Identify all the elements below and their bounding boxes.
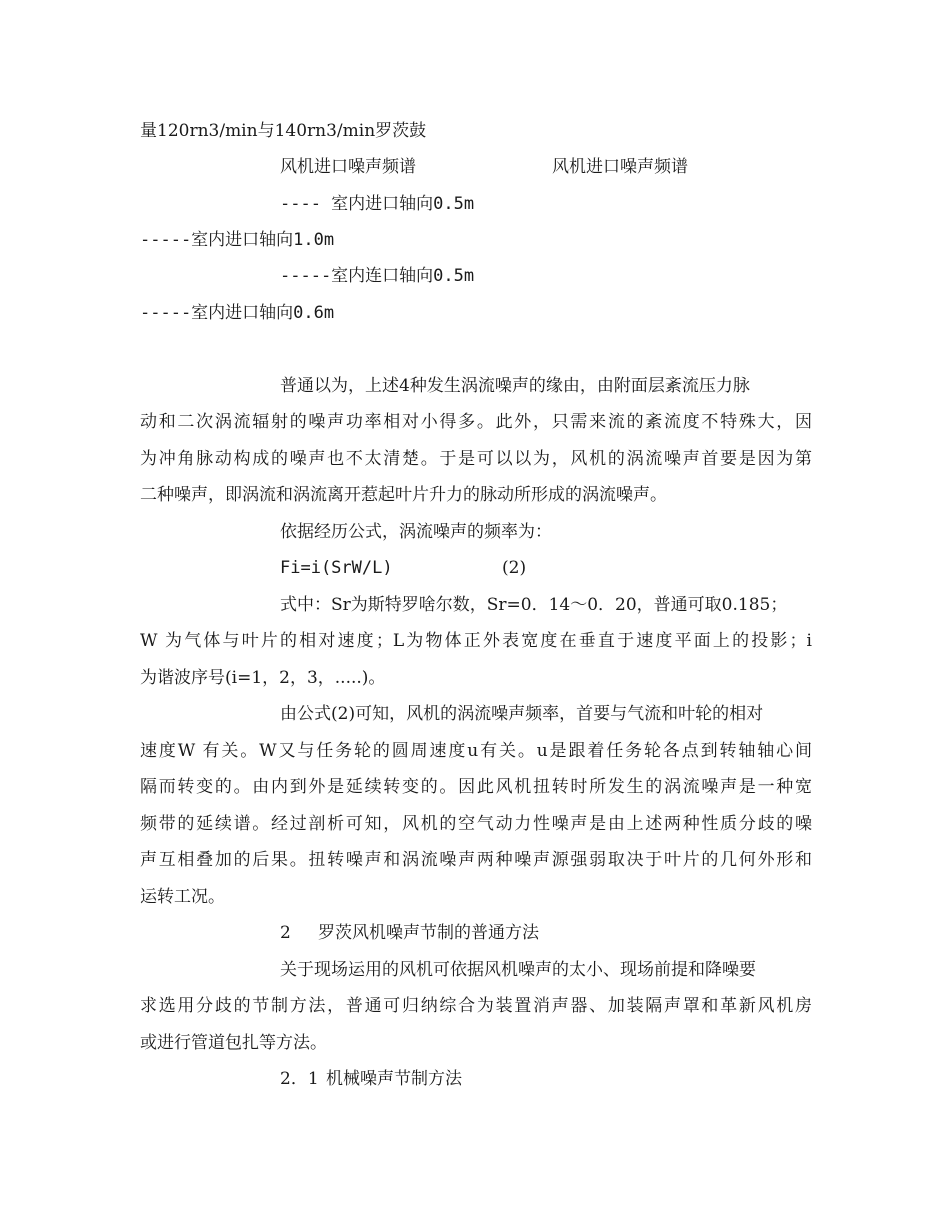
legend-entry: ---- 室内进口轴向0.5m [280,194,475,214]
paragraph-line: 频带的延续谱。经过剖析可知，风机的空气动力性噪声是由上述两种性质分歧的噪 [140,814,812,834]
formula-expression: Fi=i(SrW/L) [280,558,393,578]
paragraph-line: 或进行管道包扎等方法。 [140,1033,327,1053]
paragraph-line: 速度W 有关。W又与任务轮的圆周速度u有关。u是跟着任务轮各点到转轴轴心间 [140,741,812,761]
legend-entry: -----室内进口轴向0.6m [140,303,335,323]
legend-entry: -----室内连口轴向0.5m [280,266,475,286]
paragraph-line: 依据经历公式，涡流噪声的频率为： [280,522,552,542]
paragraph-line: 求选用分歧的节制方法，普通可归纳综合为装置消声器、加装隔声罩和革新风机房 [140,996,812,1016]
paragraph-line: 为谐波序号(i=1，2，3，.....)。 [140,668,386,688]
paragraph-line: 声互相叠加的后果。扭转噪声和涡流噪声两种噪声源强弱取决于叶片的几何外形和 [140,850,812,870]
paragraph-line: 普通以为，上述4种发生涡流噪声的缘由，由附面层紊流压力脉 [280,376,750,396]
paragraph-line: 动和二次涡流辐射的噪声功率相对小得多。此外，只需来流的紊流度不特殊大，因 [140,412,812,432]
paragraph-line: 关于现场运用的风机可依据风机噪声的太小、现场前提和降噪要 [280,960,756,980]
subsection-number: 2．1 [280,1069,319,1089]
paragraph-line: 隔而转变的。由内到外是延续转变的。因此风机扭转时所发生的涡流噪声是一种宽 [140,777,812,797]
paragraph-line: W 为气体与叶片的相对速度；L为物体正外表宽度在垂直于速度平面上的投影；i [140,631,812,651]
header-line: 量120rn3/min与140rn3/min罗茨鼓 [140,121,427,141]
section-title: 罗茨风机噪声节制的普通方法 [318,923,539,943]
subsection-title: 机械噪声节制方法 [326,1069,462,1089]
figure-caption-right: 风机进口噪声频谱 [552,157,688,177]
paragraph-line: 运转工况。 [140,887,225,907]
paragraph-line: 二种噪声，即涡流和涡流离开惹起叶片升力的脉动所形成的涡流噪声。 [140,485,667,505]
figure-caption-left: 风机进口噪声频谱 [280,157,416,177]
paragraph-line: 为冲角脉动构成的噪声也不太清楚。于是可以以为，风机的涡流噪声首要是因为第 [140,449,812,469]
section-number: 2 [280,923,291,943]
paragraph-line: 由公式(2)可知，风机的涡流噪声频率，首要与气流和叶轮的相对 [280,704,764,724]
paragraph-line: 式中：Sr为斯特罗啥尔数，Sr=0．14～0．20，普通可取0.185； [280,595,788,615]
formula-number: (2) [502,558,527,578]
legend-entry: -----室内进口轴向1.0m [140,230,335,250]
